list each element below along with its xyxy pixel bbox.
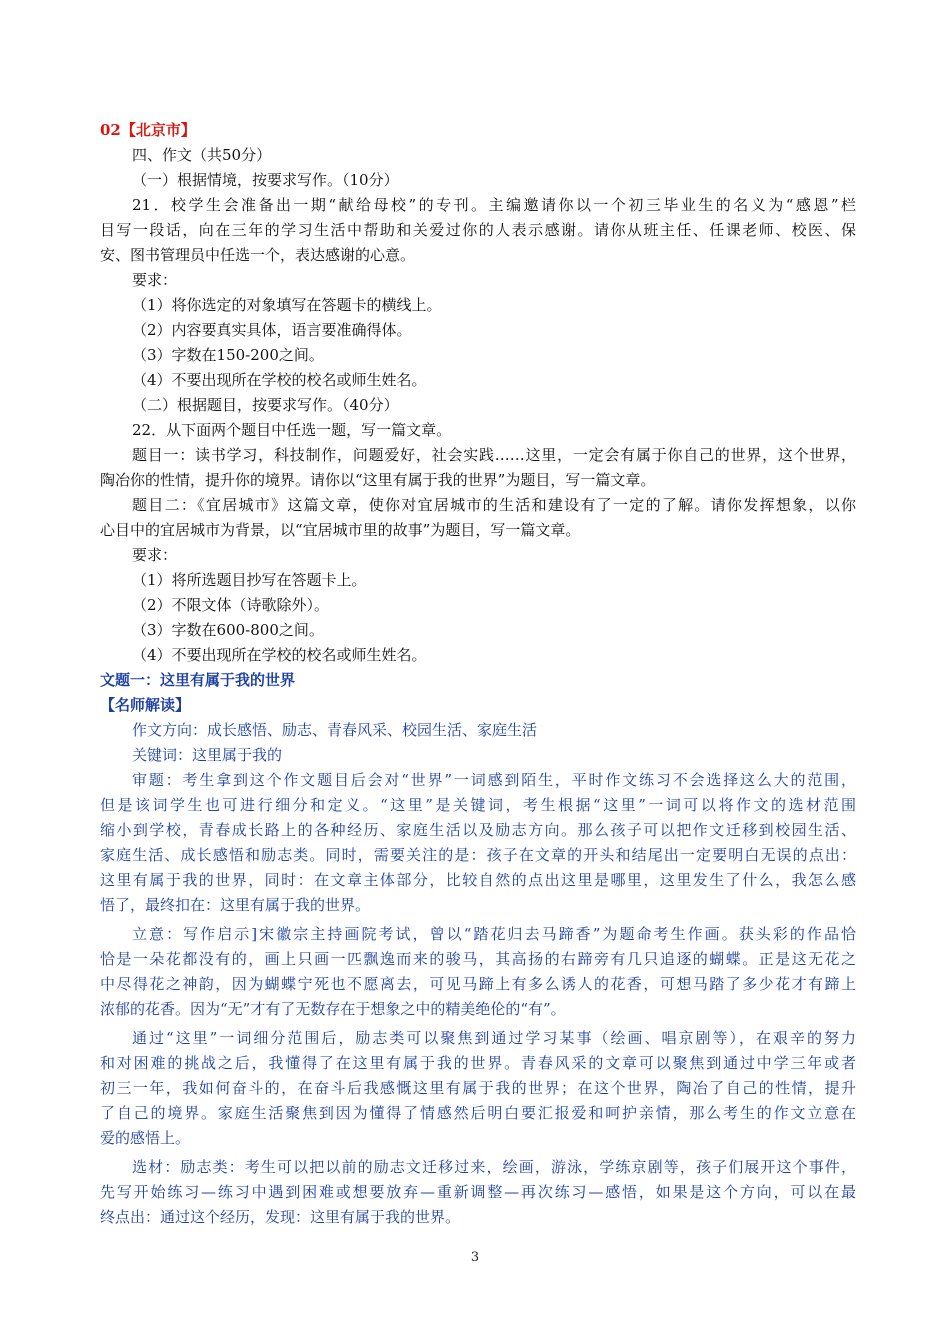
- q22-intro: 22．从下面两个题目中任选一题，写一篇文章。: [132, 421, 452, 439]
- shenti-line: 这里有属于我的世界，同时：在文章主体部分，比较自然的点出这里是哪里，这里发生了什么，我怎么感: [100, 871, 856, 889]
- q21-req-4: （4）不要出现所在学校的校名或师生姓名。: [132, 371, 427, 389]
- keywords: 关键词：这里属于我的: [132, 746, 283, 764]
- tongguo-line: 了自己的境界。家庭生活聚焦到因为懂得了情感然后明白要汇报爱和呵护亲情，那么考生的作文立意在: [100, 1104, 856, 1122]
- q22-req-4: （4）不要出现所在学校的校名或师生姓名。: [132, 646, 427, 664]
- q21-line-3: 安、图书管理员中任选一个，表达感谢的心意。: [100, 246, 416, 264]
- page-content: [100, 118, 856, 1230]
- shenti-line: 缩小到学校，青春成长路上的各种经历、家庭生活以及励志方向。那么孩子可以把作文迁移到校园生活、: [100, 821, 856, 839]
- topic-two-line-1: 题目二：《宜居城市》这篇文章，使你对宜居城市的生活和建设有了一定的了解。请你发挥想象，以你: [132, 496, 856, 514]
- tongguo-line: 初三一年，我如何奋斗的，在奋斗后我感慨这里有属于我的世界；在这个世界，陶冶了自己的性情，提升: [100, 1079, 856, 1097]
- xuancai-line: 选材：励志类：考生可以把以前的励志文迁移过来，绘画，游泳，学练京剧等，孩子们展开这个事件，: [132, 1158, 856, 1176]
- q21-req-1: （1）将你选定的对象填写在答题卡的横线上。: [132, 296, 442, 314]
- topic-one-analysis-title: 文题一：这里有属于我的世界: [100, 671, 296, 689]
- liyi-line: 恰是一朵花都没有的，画上只画一匹飘逸而来的骏马，其高扬的右蹄旁有几只追逐的蝴蝶。正是这无花之: [100, 950, 856, 968]
- q21-line-2: 目写一段话，向在三年的学习生活中帮助和关爱过你的人表示感谢。请你从班主任、任课老师、校医、保: [100, 221, 856, 239]
- part-one-title: （一）根据情境，按要求写作。（10分）: [132, 171, 399, 189]
- part-two-title: （二）根据题目，按要求写作。（40分）: [132, 396, 399, 414]
- xuancai-line: 终点出：通过这个经历，发现：这里有属于我的世界。: [100, 1208, 461, 1226]
- shenti-line: 审题：考生拿到这个作文题目后会对“世界”一词感到陌生，平时作文练习不会选择这么大的范围，: [132, 771, 856, 789]
- essay-section-title: 四、作文（共50分）: [132, 146, 272, 164]
- liyi-line: 浓郁的花香。因为“无”才有了无数存在于想象之中的精美绝伦的“有”。: [100, 1000, 566, 1018]
- page-number: 3: [470, 1250, 480, 1265]
- q22-req-3: （3）字数在600-800之间。: [132, 621, 324, 639]
- shenti-line: 家庭生活、成长感悟和励志类。同时，需要关注的是：孩子在文章的开头和结尾出一定要明白无误的点出：: [100, 846, 856, 864]
- topic-one-line-1: 题目一：读书学习，科技制作，问题爱好，社会实践……这里，一定会有属于你自己的世界，这个世界，: [132, 446, 856, 464]
- region-heading: 02【北京市】: [100, 121, 196, 139]
- liyi-line: 中尽得花之神韵，因为蝴蝶宁死也不愿离去，可见马蹄上有多么诱人的花香，可想马踏了多少花才有蹄上: [100, 975, 856, 993]
- q22-req-2: （2）不限文体（诗歌除外）。: [132, 596, 330, 614]
- essay-direction: 作文方向：成长感悟、励志、青春风采、校园生活、家庭生活: [132, 721, 538, 739]
- tongguo-line: 通过“这里”一词细分范围后，励志类可以聚焦到通过学习某事（绘画、唱京剧等），在艰辛的努力: [132, 1029, 856, 1047]
- q21-req-2: （2）内容要真实具体，语言要准确得体。: [132, 321, 412, 339]
- q22-req-1: （1）将所选题目抄写在答题卡上。: [132, 571, 367, 589]
- liyi-line: 立意：写作启示]宋徽宗主持画院考试，曾以“踏花归去马蹄香”为题命考生作画。获头彩的作品恰: [132, 925, 856, 943]
- requirements-label: 要求：: [132, 271, 178, 289]
- tongguo-line: 和对困难的挑战之后，我懂得了在这里有属于我的世界。青春风采的文章可以聚焦到通过中学三年或者: [100, 1054, 856, 1072]
- xuancai-line: 先写开始练习—练习中遇到困难或想要放弃—重新调整—再次练习—感悟，如果是这个方向，可以在最: [100, 1183, 856, 1201]
- q21-req-3: （3）字数在150-200之间。: [132, 346, 324, 364]
- shenti-line: 但是该词学生也可进行细分和定义。“这里”是关键词，考生根据“这里”一词可以将作文的选材范围: [100, 796, 856, 814]
- q21-line-1: 21．校学生会准备出一期“献给母校”的专刊。主编邀请你以一个初三毕业生的名义为“感恩”栏: [132, 196, 856, 214]
- tongguo-line: 爱的感悟上。: [100, 1129, 191, 1147]
- requirements-label-2: 要求：: [132, 546, 178, 564]
- topic-two-line-2: 心目中的宜居城市为背景，以“宜居城市里的故事”为题目，写一篇文章。: [100, 521, 581, 539]
- teacher-analysis-label: 【名师解读】: [100, 696, 191, 714]
- shenti-line: 悟了，最终扣在：这里有属于我的世界。: [100, 896, 371, 914]
- topic-one-line-2: 陶冶你的性情，提升你的境界。请你以“这里有属于我的世界”为题目，写一篇文章。: [100, 471, 656, 489]
